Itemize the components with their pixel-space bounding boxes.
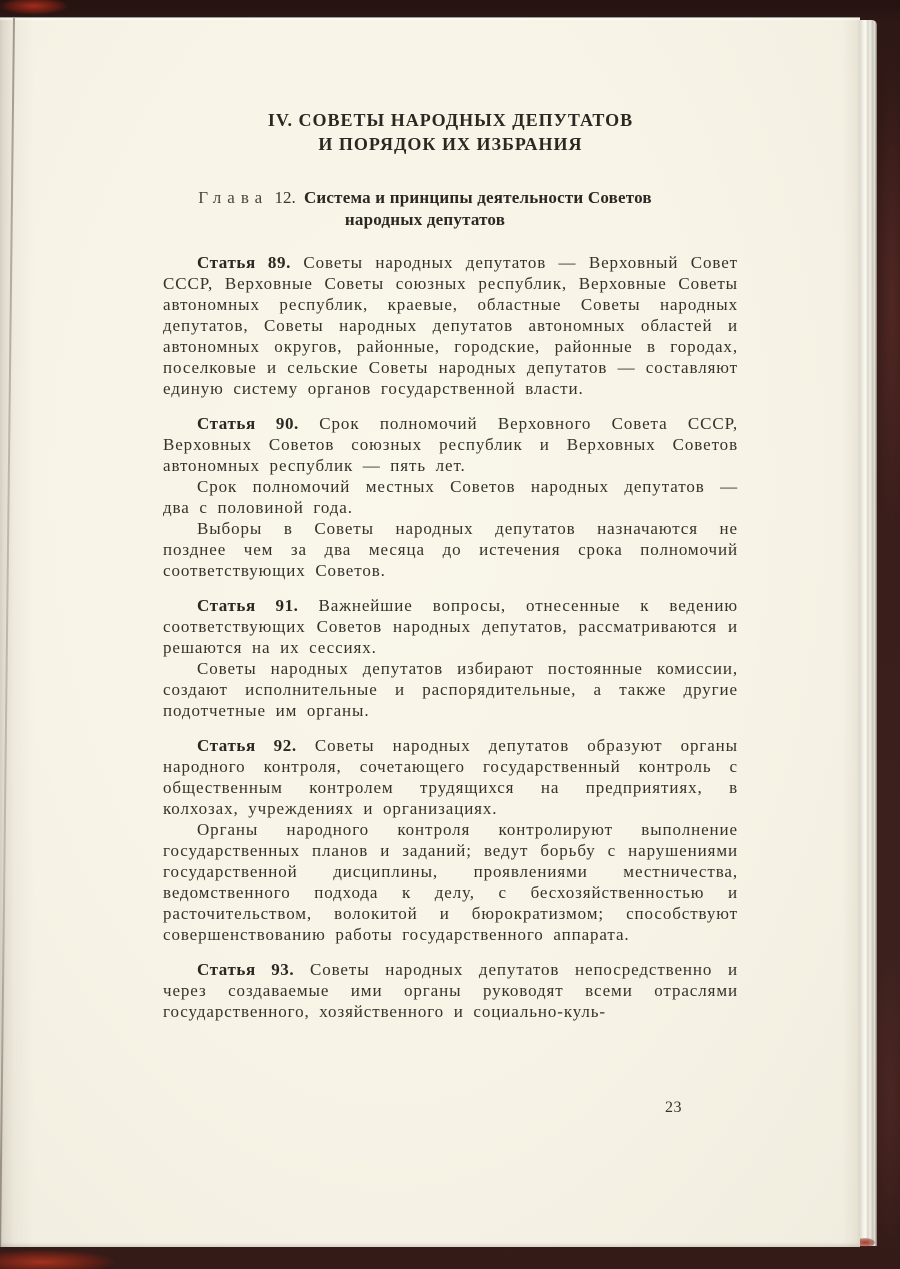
article-90-paragraph-2: Срок полномочий местных Советов народных депутатов — два с половиной года. <box>163 477 738 517</box>
article-92-heading: Статья 92. <box>197 736 297 755</box>
article-93-text-1: Советы народных депутатов непосредственно и через создаваемые ими органы руководят всеми отраслями государственного, хозяйственного и социально-куль- <box>163 960 739 1021</box>
article-90-paragraph-3: Выборы в Советы народных депутатов назначаются не позднее чем за два месяца до истечения срока полномочий соответствующих Советов. <box>163 519 738 580</box>
article-93-paragraph-1 <box>163 959 738 1022</box>
article-91-text-1: Важнейшие вопросы, отнесенные к ведению соответствующих Советов народных депутатов, рассматриваются и решаются на их сессиях. <box>163 596 739 657</box>
article-90-heading: Статья 90. <box>197 414 299 433</box>
article-92-paragraph-2: Органы народного контроля контролируют выполнение государственных планов и заданий; ведут борьбу с нарушениями государственной дисциплины, проявлениями местничества, ведомственного подхода к делу, с бесхозяйственностью и расточительством, волокитой и бюрократизмом; способствуют совершенствованию работы государственного аппарата. <box>163 820 738 944</box>
chapter-title-line2: народных депутатов <box>344 210 506 229</box>
article-89-heading: Статья 89. <box>197 253 291 272</box>
section-heading-line2: И ПОРЯДОК ИХ ИЗБРАНИЯ <box>318 134 583 154</box>
chapter-label: Глава <box>198 188 269 207</box>
chapter-heading <box>175 187 675 231</box>
page-gutter-crease <box>0 18 15 1247</box>
article-91-paragraph-2: Советы народных депутатов избирают постоянные комиссии, создают исполнительные и распорядительные, а также другие подотчетные им органы. <box>163 659 738 720</box>
page-content <box>163 18 738 1022</box>
article-92-text-1: Советы народных депутатов образуют органы народного контроля, сочетающего государственный контроль с общественным контролем трудящихся на предприятиях, в колхозах, учреждениях и организациях. <box>163 736 739 818</box>
page-number: 23 <box>665 1099 682 1116</box>
section-heading-line1: IV. СОВЕТЫ НАРОДНЫХ ДЕПУТАТОВ <box>267 110 634 130</box>
chapter-number: 12. <box>274 188 296 207</box>
article-90-text-1: Срок полномочий Верховного Совета СССР, Верховных Советов союзных республик и Верховных Советов автономных республик — пять лет. <box>163 414 738 475</box>
chapter-heading-line2 <box>175 209 675 231</box>
article-93-heading: Статья 93. <box>197 960 295 979</box>
article-90-paragraph-1 <box>163 413 738 476</box>
article-91-paragraph-1 <box>163 595 738 658</box>
article-91-heading: Статья 91. <box>197 596 299 615</box>
article-92-paragraph-1 <box>163 735 738 819</box>
chapter-heading-line1 <box>175 187 675 209</box>
page-stack-edges <box>858 20 877 1246</box>
article-89-text-1: Советы народных депутатов — Верховный Совет СССР, Верховные Советы союзных республик, Верховные Советы автономных республик, краевые, областные Советы народных депутатов, Советы народных депутатов автономных областей и автономных округов, районные, городские, районные в городах, поселковые и сельские Советы народных депутатов — составляют единую систему органов государственной власти. <box>163 253 738 398</box>
article-89-paragraph-1 <box>163 252 738 399</box>
book-page <box>0 17 860 1247</box>
chapter-title-line1: Система и принципы деятельности Советов <box>303 188 652 207</box>
section-heading <box>163 108 738 156</box>
